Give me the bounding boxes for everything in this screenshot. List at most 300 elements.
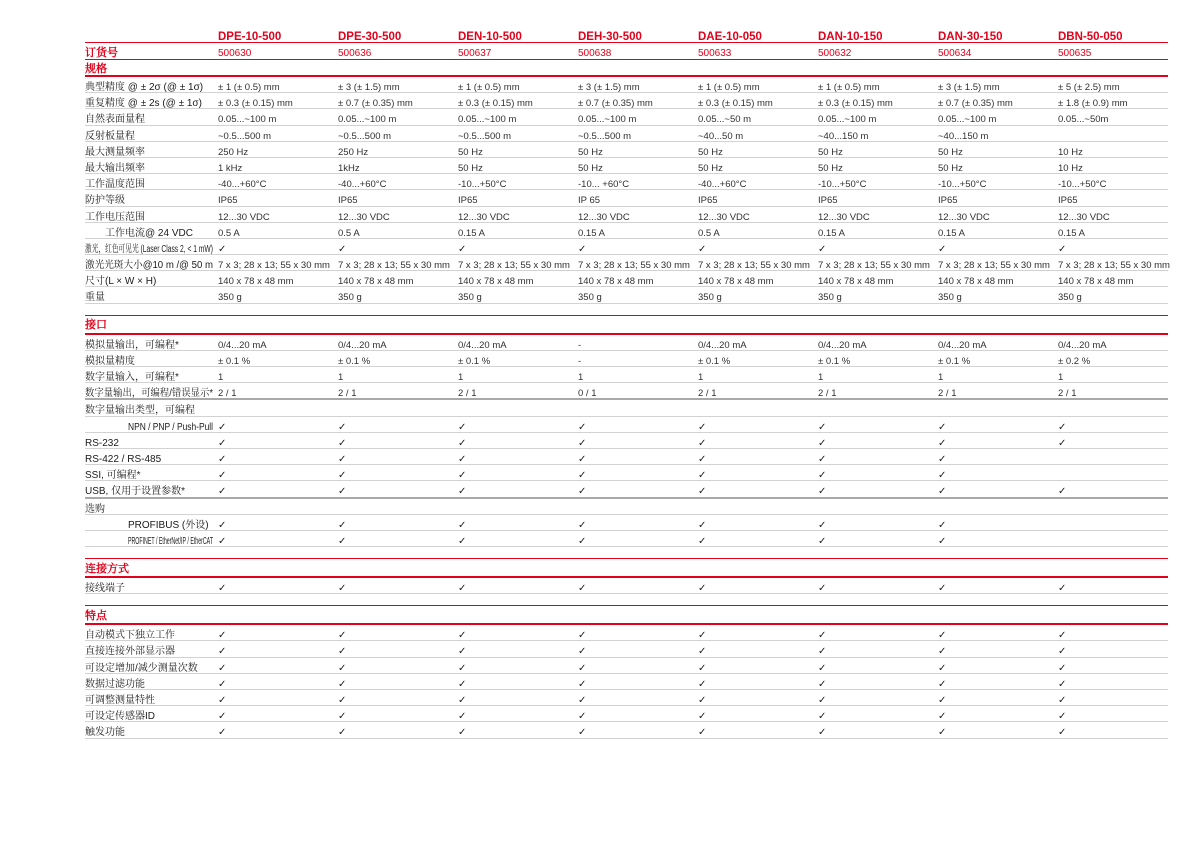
table-row (85, 578, 1168, 594)
row-label: 模拟量输出，可编程* (85, 339, 179, 351)
check-icon: ✓ (338, 243, 347, 255)
check-icon: ✓ (458, 519, 467, 531)
check-icon: ✓ (218, 486, 227, 498)
spec-value: 1 (578, 372, 584, 383)
table-row (85, 499, 1168, 515)
spec-value: ± 1 (± 0.5) mm (218, 82, 280, 93)
spec-value: 2 / 1 (338, 388, 357, 400)
section-title-label: 接口 (85, 319, 107, 332)
spec-value: 12...30 VDC (818, 211, 870, 223)
table-row (85, 223, 1168, 239)
value-cell (458, 481, 578, 499)
table-row (85, 706, 1168, 722)
spec-value: 0.15 A (938, 227, 965, 239)
spec-value: 7 x 3; 28 x 13; 55 x 30 mm (938, 260, 1050, 272)
spec-value: 10 Hz (1058, 162, 1083, 174)
check-icon: ✓ (818, 646, 827, 658)
spec-value: ± 0.2 % (1058, 355, 1091, 367)
row-label: 选购 (85, 503, 105, 515)
spec-value: ± 3 (± 1.5) mm (938, 82, 1000, 93)
spec-value: 350 g (458, 292, 482, 304)
section-title-specifications (85, 60, 1168, 77)
value-cell (698, 722, 818, 740)
spec-value: 140 x 78 x 48 mm (578, 276, 654, 288)
spec-value: IP 65 (578, 195, 601, 207)
value-cell (1058, 722, 1168, 740)
check-icon: ✓ (578, 630, 587, 642)
section-title-label: 连接方式 (85, 562, 129, 575)
table-row (85, 239, 1168, 255)
spec-value: IP65 (458, 195, 478, 207)
check-icon: ✓ (698, 711, 707, 723)
check-icon: ✓ (1058, 711, 1067, 723)
spec-value: ~40...150 m (818, 130, 869, 142)
spec-value: 50 Hz (818, 146, 843, 158)
spec-value: 50 Hz (938, 146, 963, 158)
order-number-cell (698, 43, 818, 61)
spec-value: 350 g (338, 292, 362, 304)
spec-value: -40...+60°C (698, 179, 747, 191)
spec-value: 50 Hz (578, 162, 603, 174)
row-label: 触发功能 (85, 727, 125, 739)
value-cell (1058, 433, 1168, 451)
row-label: 数据过滤功能 (85, 678, 145, 690)
row-label: 可设定传感器ID (85, 711, 155, 723)
check-icon: ✓ (1058, 727, 1067, 739)
check-icon: ✓ (698, 646, 707, 658)
spec-value: 2 / 1 (938, 388, 957, 400)
value-cell (218, 383, 338, 401)
check-icon: ✓ (1058, 646, 1067, 658)
spec-value: 350 g (578, 292, 602, 304)
check-icon: ✓ (938, 535, 947, 547)
check-icon: ✓ (458, 727, 467, 739)
order-number: 500634 (938, 48, 972, 59)
spec-value: 0/4...20 mA (218, 339, 267, 351)
spec-value: 0.5 A (338, 227, 360, 239)
spec-value: 250 Hz (218, 146, 249, 158)
table-row (85, 641, 1168, 657)
spec-value: ± 0.1 % (338, 355, 371, 367)
row-label: USB, 仅用于设置参数* (85, 486, 186, 498)
spec-value: 250 Hz (338, 146, 369, 158)
value-cell (458, 531, 578, 549)
table-row (85, 77, 1168, 93)
table-row (85, 515, 1168, 531)
row-label: 工作温度范围 (85, 179, 145, 191)
spec-value: ± 0.7 (± 0.35) mm (578, 98, 653, 110)
product-name: DAE-10-050 (698, 31, 762, 43)
check-icon: ✓ (338, 630, 347, 642)
check-icon: ✓ (818, 421, 827, 433)
check-icon: ✓ (1058, 678, 1067, 690)
check-icon: ✓ (338, 662, 347, 674)
spec-value: 0.15 A (578, 227, 605, 239)
check-icon: ✓ (338, 583, 347, 595)
spec-value: 0.05...~100 m (818, 114, 877, 126)
order-number-cell (578, 43, 698, 61)
check-icon: ✓ (458, 243, 467, 255)
check-icon: ✓ (218, 583, 227, 595)
spec-value: 1 (338, 372, 344, 383)
order-number-cell (1058, 43, 1168, 61)
value-cell (338, 531, 458, 549)
value-cell (578, 722, 698, 740)
spec-value: 7 x 3; 28 x 13; 55 x 30 mm (458, 260, 570, 272)
spec-value: - (578, 355, 582, 367)
check-icon: ✓ (218, 662, 227, 674)
spec-value: ~0.5...500 m (578, 130, 632, 142)
table-row (85, 190, 1168, 206)
spec-value: IP65 (938, 195, 958, 207)
row-label: 激光，红色可见光 (Laser Class 2, < 1 mW) (85, 243, 213, 255)
spec-value: IP65 (1058, 195, 1078, 207)
section-title-label: 规格 (85, 62, 107, 75)
check-icon: ✓ (698, 583, 707, 595)
order-number: 500638 (578, 48, 612, 59)
row-label: 典型精度 @ ± 2σ (@ ± 1σ) (85, 82, 204, 93)
order-number: 500635 (1058, 48, 1092, 59)
row-label: 可设定增加/减少测量次数 (85, 662, 198, 674)
table-row (85, 174, 1168, 190)
spec-value: ~0.5...500 m (458, 130, 512, 142)
spec-value: IP65 (818, 195, 838, 207)
value-cell (578, 531, 698, 549)
check-icon: ✓ (1058, 421, 1067, 433)
check-icon: ✓ (938, 646, 947, 658)
check-icon: ✓ (458, 470, 467, 482)
spec-value: 7 x 3; 28 x 13; 55 x 30 mm (1058, 260, 1170, 272)
value-cell (698, 481, 818, 499)
row-label: RS-232 (85, 437, 119, 449)
spec-value: 1 (1058, 372, 1064, 383)
section-title-features (85, 605, 1168, 625)
check-icon: ✓ (818, 470, 827, 482)
check-icon: ✓ (578, 437, 587, 449)
row-label-cell (85, 239, 218, 257)
check-icon: ✓ (938, 470, 947, 482)
row-label: RS-422 / RS-485 (85, 453, 162, 465)
spec-value: -10... +60°C (578, 179, 630, 191)
value-cell (338, 287, 458, 305)
spec-value: ± 1 (± 0.5) mm (458, 82, 520, 93)
section-title-interface (85, 315, 1168, 335)
check-icon: ✓ (578, 583, 587, 595)
check-icon: ✓ (338, 535, 347, 547)
spec-value: 140 x 78 x 48 mm (818, 276, 894, 288)
spec-value: 50 Hz (818, 162, 843, 174)
spec-value: - (578, 339, 582, 351)
spec-value: 50 Hz (698, 162, 723, 174)
spec-value: -10...+50°C (938, 179, 987, 191)
product-name: DPE-10-500 (218, 31, 282, 43)
check-icon: ✓ (818, 583, 827, 595)
row-label-cell (85, 383, 218, 401)
spec-value: 0.05...~100 m (338, 114, 397, 126)
check-icon: ✓ (218, 630, 227, 642)
check-icon: ✓ (218, 727, 227, 739)
spec-value: ± 0.1 % (938, 355, 971, 367)
check-icon: ✓ (698, 630, 707, 642)
check-icon: ✓ (698, 535, 707, 547)
value-cell (578, 287, 698, 305)
check-icon: ✓ (818, 243, 827, 255)
spec-value: 50 Hz (458, 162, 483, 174)
check-icon: ✓ (818, 535, 827, 547)
order-number: 500636 (338, 48, 372, 59)
spec-value: ± 0.3 (± 0.15) mm (818, 98, 893, 110)
check-icon: ✓ (698, 678, 707, 690)
spec-value: -10...+50°C (458, 179, 507, 191)
value-cell (698, 383, 818, 401)
order-number: 500637 (458, 48, 492, 59)
check-icon: ✓ (338, 678, 347, 690)
check-icon: ✓ (698, 695, 707, 706)
spec-value: 2 / 1 (698, 388, 717, 400)
spec-value: ± 1 (± 0.5) mm (818, 82, 880, 93)
check-icon: ✓ (578, 727, 587, 739)
value-cell (338, 383, 458, 401)
sensor-spec-datasheet (85, 27, 1168, 739)
row-label-cell (85, 255, 218, 273)
check-icon: ✓ (578, 243, 587, 255)
check-icon: ✓ (938, 630, 947, 642)
table-row (85, 417, 1168, 433)
check-icon: ✓ (218, 646, 227, 658)
spec-value: 0.05...~100 m (578, 114, 637, 126)
spec-value: 0.05...~50m (1058, 114, 1109, 126)
spec-value: 140 x 78 x 48 mm (458, 276, 534, 288)
check-icon: ✓ (938, 243, 947, 255)
check-icon: ✓ (338, 486, 347, 498)
spec-value: ± 0.3 (± 0.15) mm (218, 98, 293, 110)
row-label: 最大测量频率 (85, 146, 145, 158)
value-cell (818, 383, 938, 401)
value-cell (818, 578, 938, 596)
product-name: DAN-10-150 (818, 31, 883, 43)
order-number-cell (938, 43, 1058, 61)
spec-value: 0/4...20 mA (698, 339, 747, 351)
spec-value: 0.05...~100 m (458, 114, 517, 126)
check-icon: ✓ (818, 453, 827, 465)
spec-value: IP65 (218, 195, 238, 207)
check-icon: ✓ (938, 678, 947, 690)
check-icon: ✓ (458, 437, 467, 449)
table-row (85, 481, 1168, 498)
check-icon: ✓ (938, 711, 947, 723)
check-icon: ✓ (698, 519, 707, 531)
value-cell (818, 531, 938, 549)
check-icon: ✓ (338, 711, 347, 723)
table-row (85, 625, 1168, 641)
spec-value: 140 x 78 x 48 mm (1058, 276, 1134, 288)
check-icon: ✓ (338, 453, 347, 465)
order-number: 500633 (698, 48, 732, 59)
table-row (85, 722, 1168, 738)
value-cell (698, 531, 818, 549)
check-icon: ✓ (698, 470, 707, 482)
check-icon: ✓ (818, 678, 827, 690)
value-cell (938, 383, 1058, 401)
check-icon: ✓ (938, 583, 947, 595)
order-label-cell (85, 43, 218, 61)
check-icon: ✓ (698, 662, 707, 674)
check-icon: ✓ (458, 630, 467, 642)
value-cell (338, 722, 458, 740)
check-icon: ✓ (218, 421, 227, 433)
table-row (85, 658, 1168, 674)
check-icon: ✓ (338, 646, 347, 658)
value-cell (1058, 287, 1168, 305)
spec-value: 0.15 A (1058, 227, 1085, 239)
value-cell (1058, 578, 1168, 596)
spec-value: 350 g (698, 292, 722, 304)
spec-value: 0.15 A (458, 227, 485, 239)
spec-value: 2 / 1 (1058, 388, 1077, 400)
spec-value: 350 g (938, 292, 962, 304)
spec-value: 7 x 3; 28 x 13; 55 x 30 mm (338, 260, 450, 272)
spec-value: 12...30 VDC (338, 211, 390, 223)
value-cell (218, 578, 338, 596)
check-icon: ✓ (578, 486, 587, 498)
check-icon: ✓ (218, 535, 227, 547)
row-label: NPN / PNP / Push-Pull (128, 421, 213, 433)
table-row (85, 531, 1168, 547)
spec-value: 50 Hz (458, 146, 483, 158)
row-label: 接线端子 (85, 583, 125, 595)
check-icon: ✓ (818, 437, 827, 449)
spec-value: 0/4...20 mA (818, 339, 867, 351)
table-row (85, 271, 1168, 287)
spec-value: ~40...50 m (698, 130, 744, 142)
row-label: 直接连接外部显示器 (85, 646, 175, 658)
spec-value: 350 g (1058, 292, 1082, 304)
check-icon: ✓ (1058, 437, 1067, 449)
spec-value: ~40...150 m (938, 130, 989, 142)
check-icon: ✓ (938, 453, 947, 465)
check-icon: ✓ (218, 695, 227, 706)
order-number-label: 订货号 (85, 47, 118, 59)
spec-value: 12...30 VDC (458, 211, 510, 223)
value-cell (218, 481, 338, 499)
section-title-label: 特点 (85, 609, 107, 622)
check-icon: ✓ (458, 678, 467, 690)
row-label-cell (85, 722, 218, 740)
check-icon: ✓ (458, 662, 467, 674)
table-row (85, 207, 1168, 223)
spec-value: ± 0.1 % (818, 355, 851, 367)
product-name: DPE-30-500 (338, 31, 402, 43)
check-icon: ✓ (938, 662, 947, 674)
spec-value: 140 x 78 x 48 mm (698, 276, 774, 288)
row-label: 重量 (85, 292, 105, 304)
spec-value: 0.05...~100 m (938, 114, 997, 126)
spec-value: ± 0.1 % (458, 355, 491, 367)
spec-value: 2 / 1 (458, 388, 477, 400)
spec-value: ± 0.7 (± 0.35) mm (338, 98, 413, 110)
row-label: 工作电流@ 24 VDC (105, 227, 193, 239)
spec-value: ± 0.3 (± 0.15) mm (698, 98, 773, 110)
table-row (85, 674, 1168, 690)
row-label: 激光光斑大小@10 m /@ 50 m (85, 260, 213, 272)
check-icon: ✓ (818, 727, 827, 739)
check-icon: ✓ (818, 695, 827, 706)
value-cell (458, 578, 578, 596)
product-name: DEN-10-500 (458, 31, 522, 43)
row-label: 最大输出频率 (85, 162, 145, 174)
check-icon: ✓ (218, 470, 227, 482)
value-cell (938, 531, 1058, 549)
check-icon: ✓ (458, 421, 467, 433)
table-row (85, 93, 1168, 109)
spec-value: 50 Hz (578, 146, 603, 158)
table-row (85, 335, 1168, 351)
check-icon: ✓ (338, 727, 347, 739)
check-icon: ✓ (458, 453, 467, 465)
spec-value: 0.05...~50 m (698, 114, 752, 126)
table-row (85, 690, 1168, 706)
value-cell (578, 481, 698, 499)
spec-value: 1 (818, 372, 824, 383)
check-icon: ✓ (338, 695, 347, 706)
order-number: 500630 (218, 48, 252, 59)
spec-value: 0.5 A (218, 227, 240, 239)
check-icon: ✓ (218, 453, 227, 465)
spec-value: ± 1.8 (± 0.9) mm (1058, 98, 1128, 110)
value-cell (938, 287, 1058, 305)
value-cell (1058, 109, 1168, 127)
value-cell (1058, 383, 1168, 401)
check-icon: ✓ (458, 711, 467, 723)
check-icon: ✓ (218, 519, 227, 531)
check-icon: ✓ (698, 421, 707, 433)
row-label-cell (85, 481, 218, 499)
table-row (85, 255, 1168, 271)
row-label: PROFIBUS (外设) (128, 519, 209, 531)
table-row (85, 142, 1168, 158)
value-cell (218, 722, 338, 740)
row-label: 工作电压范围 (85, 211, 145, 223)
check-icon: ✓ (938, 437, 947, 449)
spec-value: 1 (458, 372, 464, 383)
table-row (85, 109, 1168, 125)
table-row (85, 351, 1168, 367)
row-label: 可调整测量特性 (85, 695, 155, 706)
check-icon: ✓ (218, 678, 227, 690)
check-icon: ✓ (578, 711, 587, 723)
spec-value: 7 x 3; 28 x 13; 55 x 30 mm (578, 260, 690, 272)
check-icon: ✓ (1058, 583, 1067, 595)
spec-value: 1kHz (338, 162, 360, 174)
value-cell (938, 722, 1058, 740)
check-icon: ✓ (578, 646, 587, 658)
spec-value: 0/4...20 mA (938, 339, 987, 351)
spec-value: 1 (218, 372, 224, 383)
value-cell (698, 578, 818, 596)
spec-value: 7 x 3; 28 x 13; 55 x 30 mm (218, 260, 330, 272)
spec-value: 12...30 VDC (1058, 211, 1110, 223)
check-icon: ✓ (458, 486, 467, 498)
table-row (85, 449, 1168, 465)
check-icon: ✓ (458, 583, 467, 595)
spec-value: ~0.5...500 m (338, 130, 392, 142)
spec-value: 2 / 1 (818, 388, 837, 400)
check-icon: ✓ (1058, 243, 1067, 255)
table-row (85, 287, 1168, 303)
product-header-row (85, 27, 1168, 43)
spec-value: 0.5 A (698, 227, 720, 239)
check-icon: ✓ (1058, 630, 1067, 642)
